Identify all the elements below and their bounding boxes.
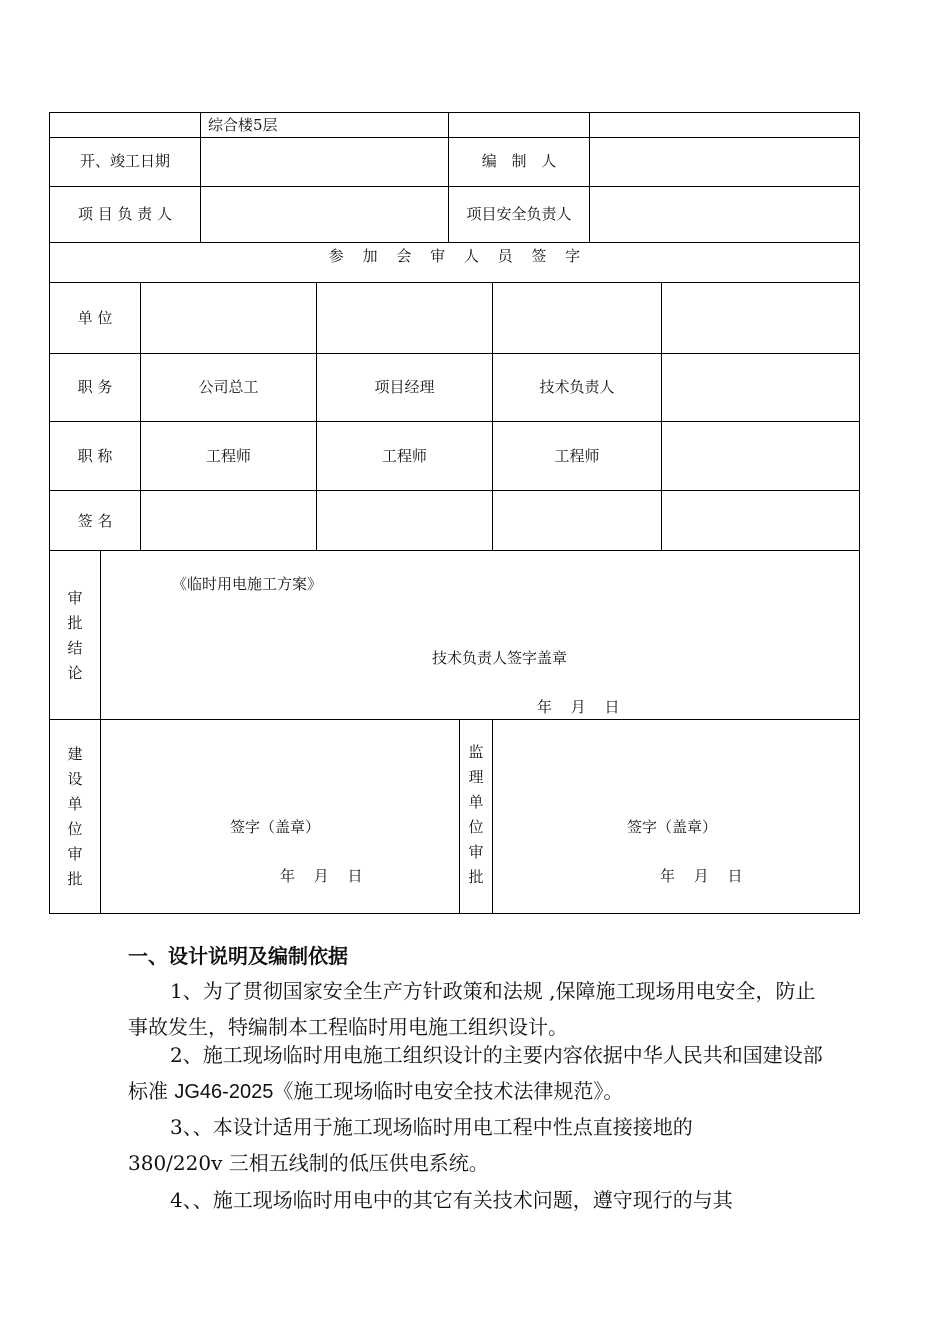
paragraph-2-text-b: 《施工现场临时电安全技术法律规范》。 [273, 1079, 624, 1103]
paragraph-3 [128, 1109, 828, 1181]
supervision-unit-label: 监理单位审批 [468, 743, 484, 886]
safety-leader-label: 项目安全负责人 [466, 205, 572, 223]
position-1: 公司总工 [198, 378, 259, 396]
unit-label: 单 位 [77, 309, 113, 327]
supervision-sign: 签字（盖章） [627, 818, 718, 836]
construction-date: 年 月 日 [280, 867, 363, 885]
paragraph-2-text-a: 2、施工现场临时用电施工组织设计的主要内容依据中华人民共和国建设部标准 [128, 1043, 823, 1103]
title-1: 工程师 [205, 447, 251, 465]
position-3: 技术负责人 [539, 378, 615, 396]
paragraph-2 [128, 1037, 828, 1110]
position-2: 项目经理 [374, 378, 435, 396]
position-label: 职 务 [77, 378, 113, 396]
project-leader-label: 项 目 负 责 人 [77, 205, 173, 223]
title-2: 工程师 [381, 447, 427, 465]
paragraph-3-text-b: 380/220v 三相五线制的低压供电系统。 [128, 1151, 489, 1175]
approval-label: 审批结论 [67, 589, 83, 682]
paragraph-1 [128, 973, 828, 1045]
approval-date: 年 月 日 [537, 698, 620, 716]
construction-sign: 签字（盖章） [230, 818, 321, 836]
paragraph-3-text-a: 3、、本设计适用于施工现场临时用电工程中性点直接接地的 [170, 1115, 693, 1139]
signature-label: 签 名 [77, 512, 113, 530]
section-heading: 一、设计说明及编制依据 [128, 944, 348, 968]
paragraph-2-code: JG46-2025 [174, 1081, 274, 1103]
supervision-date: 年 月 日 [660, 867, 743, 885]
paragraph-4-text: 4、、施工现场临时用电中的其它有关技术问题，遵守现行的与其 [170, 1188, 733, 1212]
title-label: 职 称 [77, 447, 113, 465]
compiler-label: 编 制 人 [481, 152, 557, 170]
project-location: 综合楼5层 [208, 116, 278, 134]
approval-doc: 《临时用电施工方案》 [172, 575, 323, 593]
paragraph-1-text: 1、为了贯彻国家安全生产方针政策和法规 ,保障施工现场用电安全，防止事故发生，特编制本工程临时用电施工组织设计。 [128, 979, 816, 1039]
title-3: 工程师 [554, 447, 600, 465]
paragraph-4 [128, 1182, 828, 1218]
review-title: 参 加 会 审 人 员 签 字 [328, 247, 581, 265]
date-label: 开、竣工日期 [79, 152, 170, 170]
construction-unit-label: 建设单位审批 [67, 745, 83, 888]
approval-sign: 技术负责人签字盖章 [432, 649, 568, 667]
